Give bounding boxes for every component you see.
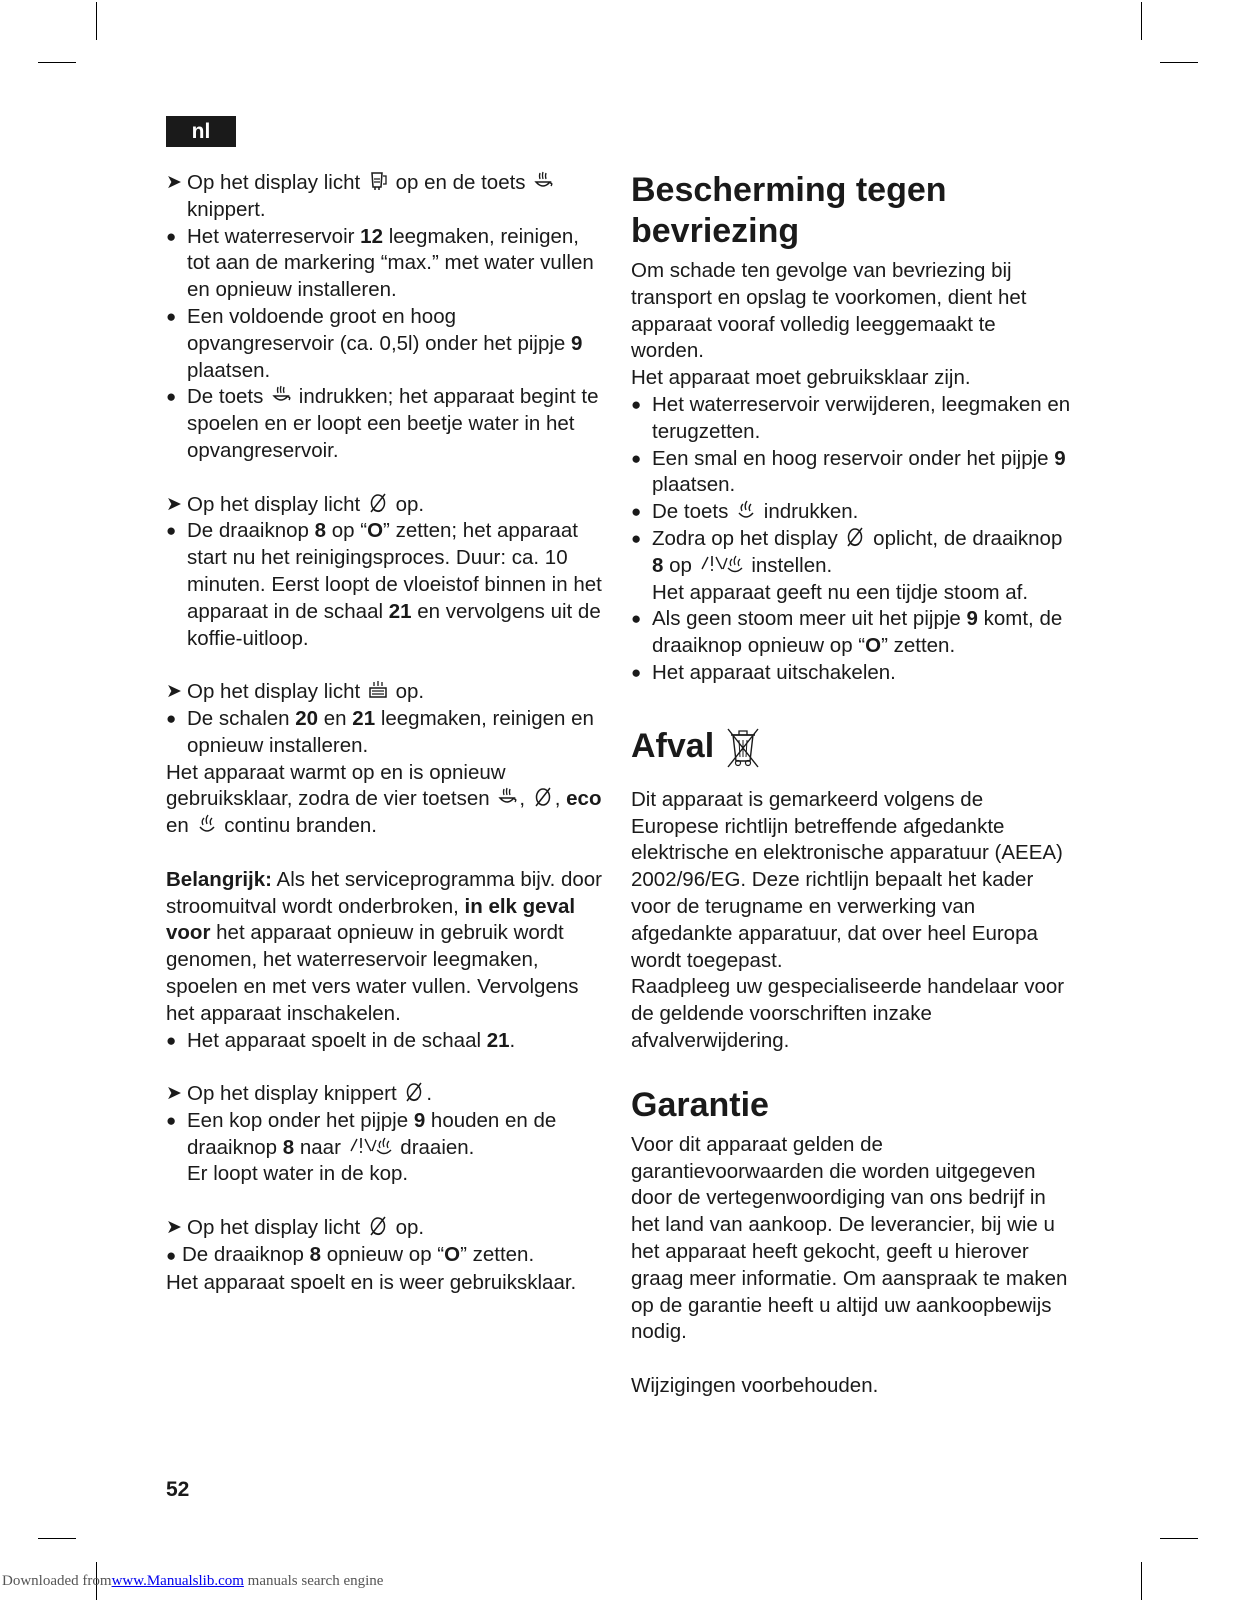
- text: continu branden.: [224, 814, 377, 838]
- paragraph: Het apparaat moet gebruiksklaar zijn.: [631, 366, 971, 390]
- bullet-marker: ●: [166, 226, 177, 246]
- text: plaatsen.: [652, 473, 736, 497]
- text: indrukken.: [763, 500, 859, 524]
- text: Zodra op het display: [652, 526, 838, 550]
- text: Een voldoende groot en hoog opvangreservoir (ca. 0,5l) onder het pijpje: [187, 304, 566, 355]
- bullet-item: [166, 1108, 606, 1188]
- important-note: [166, 867, 606, 1028]
- text: opnieuw op “: [326, 1242, 445, 1266]
- part-number: 21: [388, 599, 412, 623]
- paragraph: Om schade ten gevolge van bevriezing bij transport en opslag te voorkomen, dient het apparaat vooraf volledig leeggemaakt te worden.: [631, 259, 1027, 363]
- bullet-marker: ●: [166, 521, 177, 541]
- part-number: 9: [413, 1108, 426, 1132]
- paragraph: [166, 760, 606, 840]
- bullet-item: [631, 499, 1071, 526]
- manualslib-link[interactable]: www.Manualslib.com: [111, 1573, 244, 1589]
- rinse-button-icon: [533, 170, 553, 192]
- rinse-button-icon: [497, 786, 517, 808]
- important-label: Belangrijk:: [166, 867, 272, 891]
- part-number: 8: [314, 519, 327, 543]
- bullet-marker: ●: [166, 387, 177, 407]
- part-number: 8: [282, 1135, 295, 1159]
- text: oplicht, de draaiknop: [873, 526, 1063, 550]
- step-arrow: [166, 492, 606, 519]
- crop-mark: [96, 2, 97, 40]
- bullet-marker: ●: [166, 708, 177, 728]
- bullet-item: [166, 224, 606, 304]
- step-arrow: [166, 170, 606, 224]
- text: De draaiknop: [187, 519, 309, 543]
- bullet-item: [631, 392, 1071, 446]
- text: en: [166, 814, 189, 838]
- crop-mark: [1160, 62, 1198, 63]
- bullet-item: [166, 1242, 606, 1270]
- bullet-marker: ●: [166, 1110, 177, 1130]
- arrow-marker: ➤: [166, 172, 182, 193]
- crop-mark: [1141, 1562, 1142, 1600]
- text: Als het serviceprogramma bijv. door stroomuitval wordt onderbroken,: [166, 867, 602, 918]
- text: Op het display licht: [187, 492, 361, 516]
- part-number: 8: [309, 1242, 322, 1266]
- step-arrow: [166, 679, 606, 706]
- descale-icon: [533, 786, 553, 808]
- part-number: 9: [571, 331, 583, 355]
- text: ” zetten.: [881, 634, 956, 658]
- bullet-item: [166, 304, 606, 384]
- text: het apparaat opnieuw in gebruik wordt genomen, het waterreservoir leegmaken, spoelen en met vers water vullen. Vervolgens het apparaat inschakelen.: [166, 921, 579, 1025]
- bullet-marker: ●: [166, 1030, 177, 1050]
- descale-icon: [404, 1081, 424, 1103]
- text: naar: [299, 1135, 341, 1159]
- text: ,: [519, 787, 526, 811]
- text: houden en de draaiknop: [187, 1108, 557, 1159]
- page-number: 52: [166, 1478, 190, 1501]
- text: Een smal en hoog reservoir onder het pijpje: [652, 446, 1049, 470]
- text: ” zetten.: [460, 1242, 535, 1266]
- bullet-item: [166, 518, 606, 652]
- bullet-marker: ●: [631, 662, 642, 682]
- descale-icon: [368, 492, 388, 514]
- part-number: 9: [966, 607, 978, 631]
- text: Een kop onder het pijpje: [187, 1108, 409, 1132]
- paragraph: Wijzigingen voorbehouden.: [631, 1373, 879, 1397]
- steam-dial-icon: [349, 1135, 393, 1157]
- text: instellen.: [751, 553, 833, 577]
- text: Downloaded from: [2, 1573, 112, 1589]
- text: De toets: [187, 385, 264, 409]
- text: draaien.: [400, 1135, 475, 1159]
- text: Het apparaat uitschakelen.: [652, 660, 896, 684]
- paragraph: Raadpleeg uw gespecialiseerde handelaar voor de geldende voorschriften inzake afvalverwijdering.: [631, 975, 1065, 1052]
- text: Op het display knippert: [187, 1082, 397, 1106]
- bullet-marker: ●: [166, 306, 177, 326]
- bullet-item: [631, 606, 1071, 660]
- text: Het waterreservoir verwijderen, leegmaken en terugzetten.: [652, 392, 1071, 443]
- bullet-marker: ●: [631, 609, 642, 629]
- descale-icon: [845, 526, 865, 548]
- crop-mark: [1160, 1538, 1198, 1539]
- bullet-marker: ●: [166, 1245, 177, 1265]
- text: en: [323, 706, 347, 730]
- part-number: 20: [295, 706, 319, 730]
- display-tank-icon: [368, 170, 388, 192]
- rinse-button-icon: [271, 384, 291, 406]
- crop-mark: [38, 1538, 76, 1539]
- text: op en de toets: [395, 171, 526, 194]
- heading-freeze-protection: Bescherming tegen bevriezing: [631, 171, 947, 250]
- steam-dial-icon: [700, 553, 744, 575]
- text: Op het display licht: [187, 171, 361, 194]
- text: De schalen: [187, 706, 290, 730]
- right-column: [631, 170, 1071, 1400]
- steam-icon: [736, 499, 756, 521]
- arrow-marker: ➤: [166, 681, 182, 703]
- arrow-marker: ➤: [166, 1083, 182, 1105]
- arrow-marker: ➤: [166, 1217, 182, 1239]
- text: Op het display licht: [187, 1216, 361, 1240]
- crossed-bin-icon: [724, 725, 762, 769]
- text: .: [426, 1082, 433, 1106]
- eco-label: eco: [566, 787, 602, 811]
- text: leegmaken, reinigen, tot aan de markering “max.” met water vullen en opnieuw installeren.: [187, 224, 594, 302]
- download-footer: [2, 1573, 383, 1590]
- heading-warranty: Garantie: [631, 1085, 769, 1124]
- steam-icon: [197, 813, 217, 835]
- text: plaatsen.: [187, 358, 271, 382]
- part-number: 9: [1054, 446, 1066, 470]
- text: Het apparaat geeft nu een tijdje stoom af.: [652, 580, 1029, 604]
- dial-position: O: [865, 634, 882, 658]
- text: leegmaken, reinigen en opnieuw installeren.: [187, 706, 594, 757]
- text: De draaiknop: [181, 1242, 304, 1266]
- text: op.: [395, 680, 425, 704]
- text: op.: [395, 1216, 425, 1240]
- bullet-item: [631, 526, 1071, 606]
- paragraph: Dit apparaat is gemarkeerd volgens de Europese richtlijn betreffende afgedankte elektrische en elektronische apparatuur (AEEA) 2002/96/EG. Deze richtlijn bepaalt het kader voor de terugname en verwerking van afgedankte apparatuur, dat over heel Europa wordt toegepast.: [631, 787, 1063, 972]
- bullet-marker: ●: [631, 394, 642, 414]
- left-column: [166, 170, 606, 1296]
- text: .: [509, 1028, 516, 1052]
- text: op: [669, 553, 692, 577]
- text: ” zetten; het apparaat start nu het reinigingsproces. Duur: ca. 10 minuten. Eerst loopt de vloeistof binnen in het apparaat in de schaal: [187, 519, 602, 623]
- text: knippert.: [187, 197, 266, 221]
- dial-position: O: [367, 519, 384, 543]
- drip-tray-icon: [368, 679, 388, 701]
- bullet-marker: ●: [631, 528, 642, 548]
- bullet-marker: ●: [631, 448, 642, 468]
- text: komt, de draaiknop opnieuw op “: [652, 607, 1063, 658]
- bullet-item: [631, 660, 1071, 687]
- part-number: 8: [652, 553, 664, 577]
- crop-mark: [1141, 2, 1142, 40]
- text: Het apparaat warmt op en is opnieuw gebruiksklaar, zodra de vier toetsen: [166, 760, 506, 811]
- dial-position: O: [444, 1242, 461, 1266]
- text: Het apparaat spoelt in de schaal: [187, 1028, 482, 1052]
- text: en vervolgens uit de koffie-uitloop.: [187, 599, 601, 650]
- language-tab: nl: [166, 116, 236, 147]
- bullet-marker: ●: [631, 502, 642, 522]
- text: ,: [554, 787, 561, 811]
- part-number: 21: [352, 706, 376, 730]
- step-arrow: [166, 1215, 606, 1242]
- emphasis: in elk geval voor: [166, 894, 576, 945]
- descale-icon: [368, 1215, 388, 1237]
- heading-waste: [631, 725, 1071, 769]
- paragraph: Het apparaat spoelt en is weer gebruiksklaar.: [166, 1270, 577, 1294]
- paragraph: Voor dit apparaat gelden de garantievoorwaarden die worden uitgegeven door de vertegenwoordiging van ons bedrijf in het land van aankoop. De leverancier, bij wie u het apparaat heeft gekocht, geeft u hierover graag meer informatie. Om aanspraak te maken op de garantie heeft u altijd uw aankoopbewijs nodig.: [631, 1132, 1068, 1344]
- part-number: 21: [486, 1028, 510, 1052]
- bullet-item: [166, 384, 606, 464]
- arrow-marker: ➤: [166, 493, 182, 515]
- text: De toets: [652, 500, 729, 524]
- text: op “: [331, 519, 368, 543]
- text: Als geen stoom meer uit het pijpje: [652, 607, 961, 631]
- part-number: 12: [360, 224, 383, 248]
- text: op.: [395, 492, 425, 516]
- text: manuals search engine: [247, 1573, 384, 1589]
- text: Het waterreservoir: [187, 224, 355, 248]
- bullet-item: [631, 446, 1071, 500]
- crop-mark: [38, 62, 76, 63]
- bullet-item: [166, 1028, 606, 1055]
- heading-text: Afval: [631, 727, 715, 766]
- text: indrukken; het apparaat begint te spoelen en er loopt een beetje water in het opvangreservoir.: [187, 385, 599, 462]
- text: Op het display licht: [187, 680, 361, 704]
- bullet-item: [166, 706, 606, 760]
- step-arrow: [166, 1081, 606, 1108]
- text: Er loopt water in de kop.: [187, 1162, 409, 1186]
